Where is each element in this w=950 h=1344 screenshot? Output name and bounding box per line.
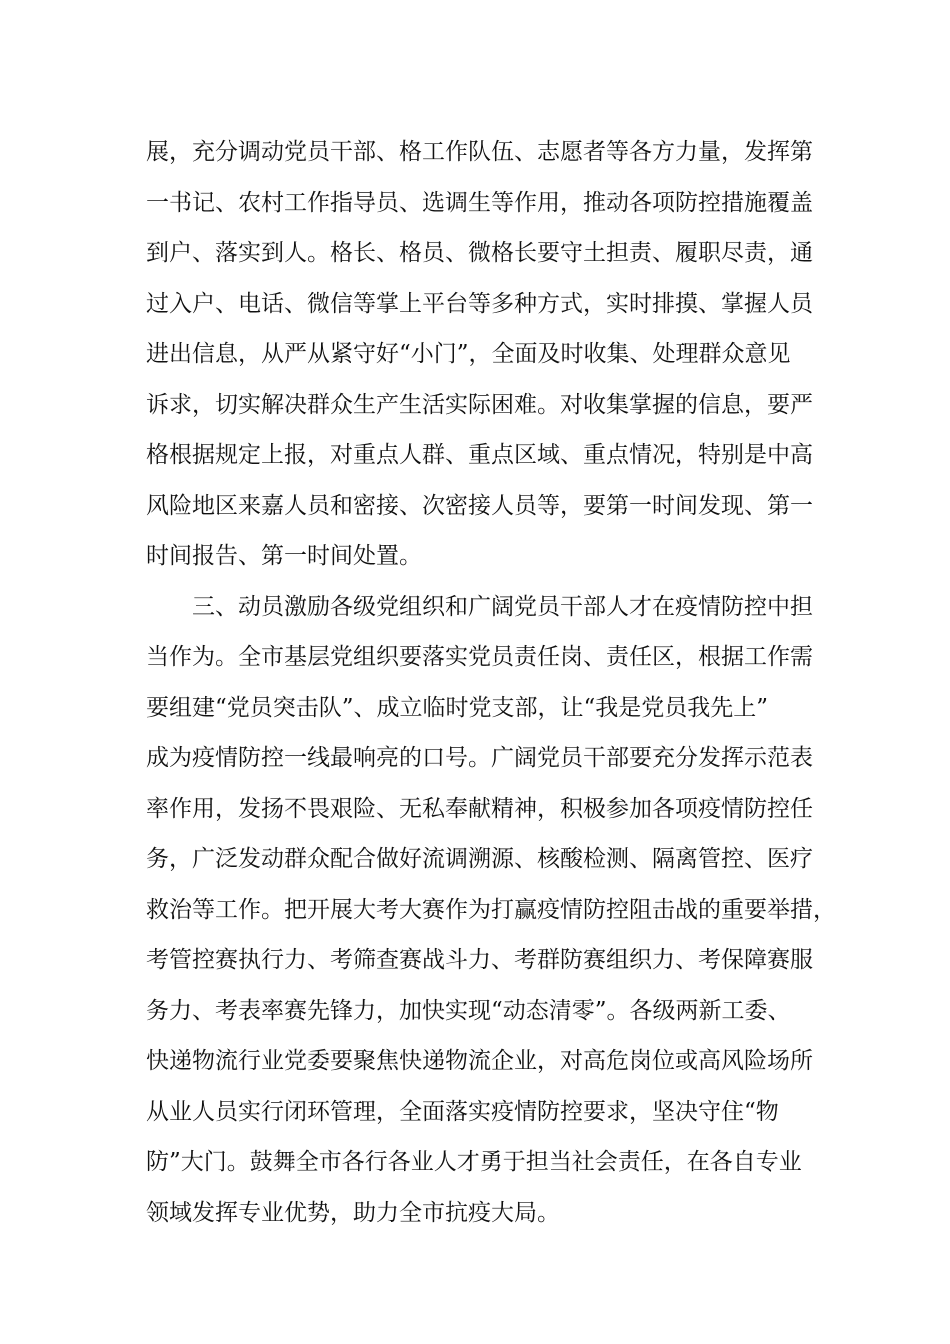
text-line: 从业人员实行闭环管理，全面落实疫情防控要求，坚决守住“物: [146, 1098, 779, 1125]
text-line: 过入户、电话、微信等掌上平台等多种方式，实时排摸、掌握人员: [146, 290, 813, 317]
text-line: 展，充分调动党员干部、格工作队伍、志愿者等各方力量，发挥第: [146, 139, 813, 165]
text-line: 时间报告、第一时间处置。: [146, 543, 422, 569]
text-line: 务，广泛发动群众配合做好流调溯源、核酸检测、隔离管控、医疗: [146, 846, 813, 872]
text-line: 一书记、农村工作指导员、选调生等作用，推动各项防控措施覆盖: [146, 189, 813, 216]
body-text: [146, 132, 836, 1243]
text-line: 考管控赛执行力、考筛查赛战斗力、考群防赛组织力、考保障赛服: [146, 947, 813, 973]
text-line: 防”大门。鼓舞全市各行各业人才勇于担当社会责任，在各自专业: [146, 1149, 802, 1175]
text-line: 风险地区来嘉人员和密接、次密接人员等，要第一时间发现、第一: [146, 492, 813, 519]
text-line: 到户、落实到人。格长、格员、微格长要守土担责、履职尽责，通: [146, 240, 813, 266]
text-line: 进出信息，从严从紧守好“小门”，全面及时收集、处理群众意见: [146, 341, 791, 367]
text-line: 要组建“党员突击队”、成立临时党支部，让“我是党员我先上”: [146, 694, 769, 721]
text-line: 诉求，切实解决群众生产生活实际困难。对收集掌握的信息，要严: [146, 391, 813, 418]
text-line: 务力、考表率赛先锋力，加快实现“动态清零”。各级两新工委、: [146, 997, 791, 1024]
text-line: 快递物流行业党委要聚焦快递物流企业，对高危岗位或高风险场所: [146, 1048, 813, 1074]
text-line: 成为疫情防控一线最响亮的口号。广阔党员干部要充分发挥示范表: [146, 745, 813, 771]
text-line: 率作用，发扬不畏艰险、无私奉献精神，积极参加各项疫情防控任: [146, 795, 813, 822]
section-heading-line: 三、动员激励各级党组织和广阔党员干部人才在疫情防控中担: [192, 593, 813, 620]
text-line: 格根据规定上报，对重点人群、重点区域、重点情况，特别是中高: [146, 442, 813, 468]
text-line: 当作为。全市基层党组织要落实党员责任岗、责任区，根据工作需: [146, 644, 813, 670]
text-line: 领域发挥专业优势，助力全市抗疫大局。: [146, 1199, 560, 1226]
text-line: 救治等工作。把开展大考大赛作为打赢疫情防控阻击战的重要举措，: [146, 896, 836, 923]
